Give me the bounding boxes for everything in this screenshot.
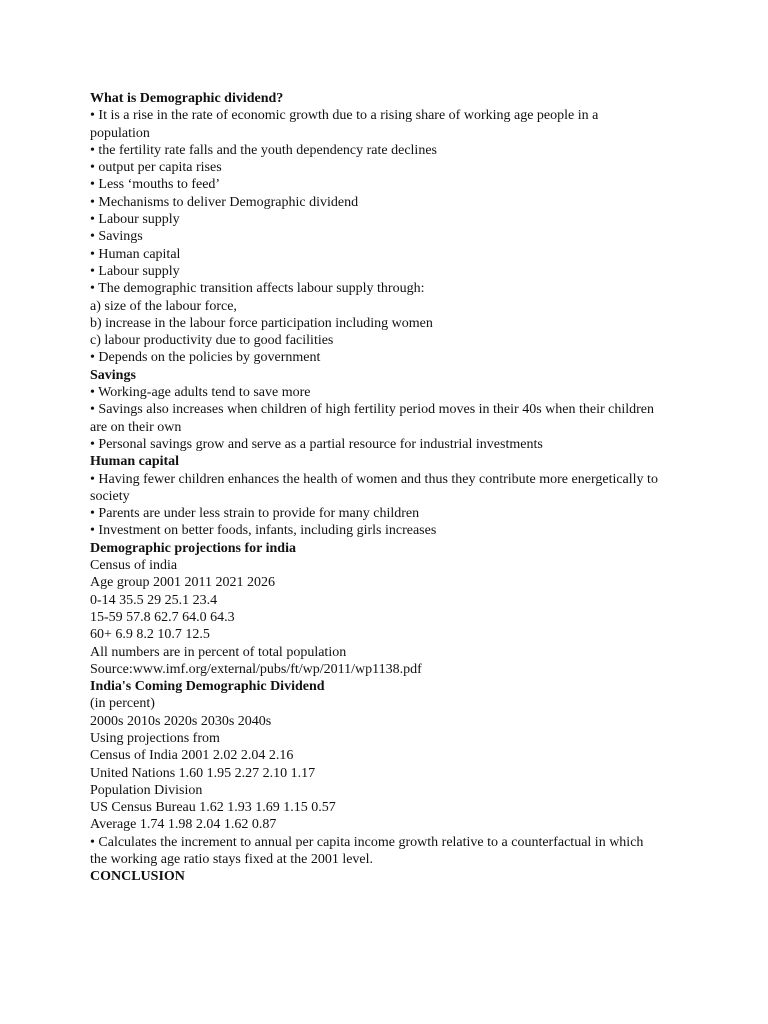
text-line: 2000s 2010s 2020s 2030s 2040s <box>90 713 272 729</box>
text-line: • Calculates the increment to annual per capita income growth relative to a counterfactual in which the working age ratio stays fixed at the 2001 level. <box>90 834 644 868</box>
text-line: • the fertility rate falls and the youth dependency rate declines <box>90 142 437 158</box>
section-heading: Savings <box>90 367 136 383</box>
text-line: • Working-age adults tend to save more <box>90 385 311 401</box>
text-line: • Mechanisms to deliver Demographic dividend <box>90 194 359 210</box>
section-heading: India's Coming Demographic Dividend <box>90 679 325 695</box>
text-line: Average 1.74 1.98 2.04 1.62 0.87 <box>90 817 277 833</box>
text-line: • The demographic transition affects labour supply through: <box>90 281 425 297</box>
text-line: • Having fewer children enhances the health of women and thus they contribute more energetically to society <box>90 471 658 504</box>
text-line: 15-59 57.8 62.7 64.0 64.3 <box>90 609 235 625</box>
text-line: • Savings <box>90 229 143 245</box>
text-line: b) increase in the labour force participation including women <box>90 315 433 331</box>
text-line: a) size of the labour force, <box>90 298 237 314</box>
section-heading: What is Demographic dividend? <box>90 91 284 106</box>
text-line: • Human capital <box>90 246 181 262</box>
text-line: Population Division <box>90 782 203 798</box>
text-line: • Investment on better foods, infants, including girls increases <box>90 523 437 539</box>
text-line: Census of india <box>90 558 178 574</box>
text-line: Using projections from <box>90 730 220 746</box>
text-line: US Census Bureau 1.62 1.93 1.69 1.15 0.57 <box>90 800 336 816</box>
text-line: United Nations 1.60 1.95 2.27 2.10 1.17 <box>90 765 316 781</box>
text-line: (in percent) <box>90 696 155 712</box>
text-line: • Labour supply <box>90 212 180 228</box>
text-line: • output per capita rises <box>90 160 222 176</box>
text-line: 0-14 35.5 29 25.1 23.4 <box>90 592 218 608</box>
section-heading: Human capital <box>90 454 180 470</box>
text-line: • Personal savings grow and serve as a partial resource for industrial investments <box>90 436 543 452</box>
section-heading: CONCLUSION <box>90 869 185 885</box>
document-page <box>90 90 660 886</box>
text-line: Age group 2001 2011 2021 2026 <box>90 575 275 591</box>
text-line: • It is a rise in the rate of economic growth due to a rising share of working age people in a population <box>90 108 599 141</box>
text-line: c) labour productivity due to good facilities <box>90 333 334 349</box>
text-line: • Labour supply <box>90 263 180 279</box>
text-line: Source:www.imf.org/external/pubs/ft/wp/2011/wp1138.pdf <box>90 661 422 677</box>
section-heading: Demographic projections for india <box>90 540 296 556</box>
text-line: All numbers are in percent of total population <box>90 644 347 660</box>
text-line: • Savings also increases when children of high fertility period moves in their 40s when their children are on their own <box>90 402 654 435</box>
text-line: • Parents are under less strain to provide for many children <box>90 506 420 522</box>
text-line: Census of India 2001 2.02 2.04 2.16 <box>90 748 294 764</box>
text-line: • Depends on the policies by government <box>90 350 321 366</box>
text-line: • Less ‘mouths to feed’ <box>90 177 221 193</box>
text-line: 60+ 6.9 8.2 10.7 12.5 <box>90 627 210 643</box>
